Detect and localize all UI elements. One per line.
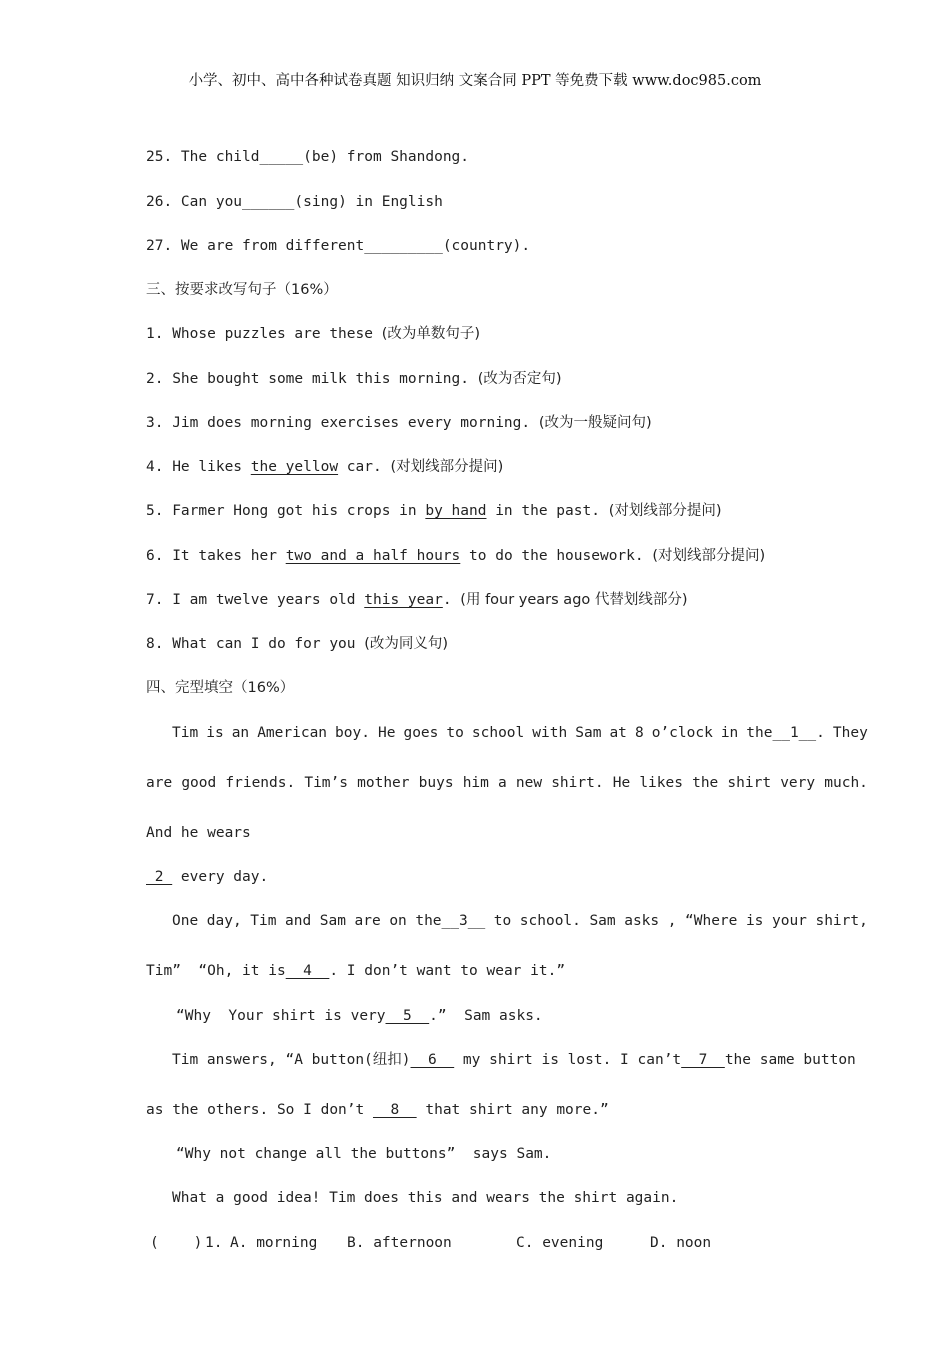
item-instruction: (改为单数句子) xyxy=(381,326,481,342)
word: Sam xyxy=(575,725,602,741)
word: Sam xyxy=(589,913,616,929)
passage-p1-line1 xyxy=(172,723,868,743)
word: Tim xyxy=(250,913,277,929)
item-instruction: (改为一般疑问句) xyxy=(538,415,652,431)
word: day, xyxy=(206,913,242,929)
word: in xyxy=(720,725,739,741)
item-text: 2. She bought some milk this morning. xyxy=(146,371,478,387)
word: new xyxy=(515,775,543,791)
item-instruction: (对划线部分提问) xyxy=(652,548,766,564)
word: boy. xyxy=(335,725,370,741)
text: .” Sam asks. xyxy=(429,1008,543,1024)
option-d: D. noon xyxy=(650,1235,712,1251)
word: are xyxy=(354,913,381,929)
text: “Why Your shirt is very xyxy=(176,1008,386,1024)
blank-4: 4 xyxy=(285,963,330,979)
text: Tim answers, “A button( xyxy=(172,1052,373,1068)
word: is xyxy=(745,913,764,929)
underlined-part: this year xyxy=(364,592,443,608)
item-text: 7. I am twelve years old xyxy=(146,592,365,608)
word: and xyxy=(285,913,312,929)
word: a xyxy=(498,775,507,791)
rewrite-item-1 xyxy=(146,324,480,344)
word: much. xyxy=(824,775,868,791)
q26-pre: 26. Can you xyxy=(146,194,243,210)
q25-pre: 25. The child xyxy=(146,149,260,165)
word: likes xyxy=(639,775,683,791)
passage-p1-line4 xyxy=(146,867,268,887)
word: friends. xyxy=(225,775,296,791)
blank-5: 5 xyxy=(385,1008,430,1024)
rewrite-item-8 xyxy=(146,634,448,654)
word: to xyxy=(493,913,512,929)
q25-post: (be) from Shandong. xyxy=(303,149,470,165)
word: very xyxy=(780,775,816,791)
rewrite-item-3 xyxy=(146,413,652,433)
rewrite-item-5 xyxy=(146,501,722,521)
passage-p2-line2 xyxy=(146,961,565,981)
rewrite-item-7 xyxy=(146,590,688,610)
text: the same button xyxy=(724,1052,856,1068)
item-instruction: (改为否定句) xyxy=(477,371,562,387)
item-text: 6. It takes her xyxy=(146,548,286,564)
chinese-gloss: 纽扣 xyxy=(372,1052,402,1068)
word: He xyxy=(612,775,631,791)
underlined-part: by hand xyxy=(425,503,487,519)
word: Tim’s xyxy=(304,775,348,791)
rewrite-item-2 xyxy=(146,369,562,389)
q27-blank: _________ xyxy=(364,238,443,254)
item-text-end: . xyxy=(442,592,461,608)
rewrite-item-6 xyxy=(146,546,765,566)
text: ) xyxy=(401,1052,411,1068)
word: shirt xyxy=(727,775,772,791)
underlined-part: the yellow xyxy=(250,459,339,475)
word: shirt. xyxy=(551,775,604,791)
word: asks xyxy=(624,913,660,929)
blank-7: 7 xyxy=(681,1052,725,1068)
word: “Where xyxy=(685,913,738,929)
item-text: 3. Jim does morning exercises every morning. xyxy=(146,415,539,431)
word: him xyxy=(462,775,489,791)
item-instruction: (对划线部分提问) xyxy=(608,503,722,519)
question-1-number: 1. xyxy=(205,1235,223,1251)
word: mother xyxy=(357,775,410,791)
passage-p1-line3: And he wears xyxy=(146,825,251,841)
underlined-part: two and a half hours xyxy=(285,548,461,564)
text: . I don’t want to wear it.” xyxy=(329,963,566,979)
q26-blank: ______ xyxy=(242,194,295,210)
word: school. xyxy=(519,913,581,929)
item-text: 5. Farmer Hong got his crops in xyxy=(146,503,426,519)
word: One xyxy=(172,913,199,929)
text: every day. xyxy=(172,869,269,885)
word: to xyxy=(446,725,464,741)
question-26 xyxy=(146,192,443,212)
section-4-title: 四、完型填空（16%） xyxy=(146,680,295,696)
q25-blank: _____ xyxy=(259,149,304,165)
word: good xyxy=(181,775,217,791)
item-text-end: car. xyxy=(338,459,391,475)
word: with xyxy=(532,725,568,741)
option-c: C. evening xyxy=(516,1235,604,1251)
word: , xyxy=(667,913,677,929)
text: as the others. So I don’t xyxy=(146,1102,373,1118)
blank-6: 6 xyxy=(410,1052,455,1068)
passage-p1-line2 xyxy=(146,773,868,793)
item-instruction: (对划线部分提问) xyxy=(390,459,504,475)
word: an xyxy=(231,725,250,741)
option-a: A. morning xyxy=(230,1235,318,1251)
item-text-end: to do the housework. xyxy=(460,548,653,564)
word: the xyxy=(692,775,719,791)
passage-p2-line1 xyxy=(172,911,868,931)
question-27 xyxy=(146,236,530,256)
word: Tim xyxy=(172,725,199,741)
word: 8 xyxy=(634,725,644,741)
word: your xyxy=(771,913,807,929)
blank-2: 2 xyxy=(146,869,173,885)
question-25 xyxy=(146,147,469,167)
rewrite-item-4 xyxy=(146,457,503,477)
blank-1: the__1__. xyxy=(746,725,825,741)
section-3-title: 三、按要求改写句子（16%） xyxy=(146,282,338,298)
word: He xyxy=(377,725,396,741)
word: American xyxy=(257,725,328,741)
item-instruction: (用 four years ago 代替划线部分) xyxy=(460,592,688,608)
word: Sam xyxy=(319,913,346,929)
word: shirt, xyxy=(815,913,868,929)
word: goes xyxy=(403,725,439,741)
option-b: B. afternoon xyxy=(347,1235,452,1251)
item-text: 1. Whose puzzles are these xyxy=(146,326,382,342)
word: is xyxy=(206,725,224,741)
passage-p5: “Why not change all the buttons” says Sam. xyxy=(176,1146,552,1162)
question-1-paren: ( ) xyxy=(150,1235,203,1251)
item-text: 4. He likes xyxy=(146,459,251,475)
word: They xyxy=(832,725,868,741)
passage-p4-line1 xyxy=(172,1050,856,1070)
q27-post: (country). xyxy=(442,238,531,254)
blank-3: the__3__ xyxy=(415,913,486,929)
text: Tim” “Oh, it is xyxy=(146,963,286,979)
word: at xyxy=(609,725,627,741)
item-instruction: (改为同义句) xyxy=(364,636,449,652)
passage-p6: What a good idea! Tim does this and wears the shirt again. xyxy=(172,1190,679,1206)
blank-8: 8 xyxy=(372,1102,417,1118)
item-text-end: in the past. xyxy=(486,503,609,519)
word: o’clock xyxy=(651,725,713,741)
word: buys xyxy=(418,775,454,791)
word: on xyxy=(389,913,407,929)
word: school xyxy=(471,725,525,741)
q26-post: (sing) in English xyxy=(294,194,443,210)
text: my shirt is lost. I can’t xyxy=(454,1052,682,1068)
passage-p4-line2 xyxy=(146,1100,609,1120)
item-text: 8. What can I do for you xyxy=(146,636,365,652)
passage-p3 xyxy=(176,1006,543,1026)
text: that shirt any more.” xyxy=(416,1102,609,1118)
q27-pre: 27. We are from different xyxy=(146,238,365,254)
page-header: 小学、初中、高中各种试卷真题 知识归纳 文案合同 PPT 等免费下载 www.doc985.com xyxy=(188,73,762,89)
word: are xyxy=(146,775,173,791)
